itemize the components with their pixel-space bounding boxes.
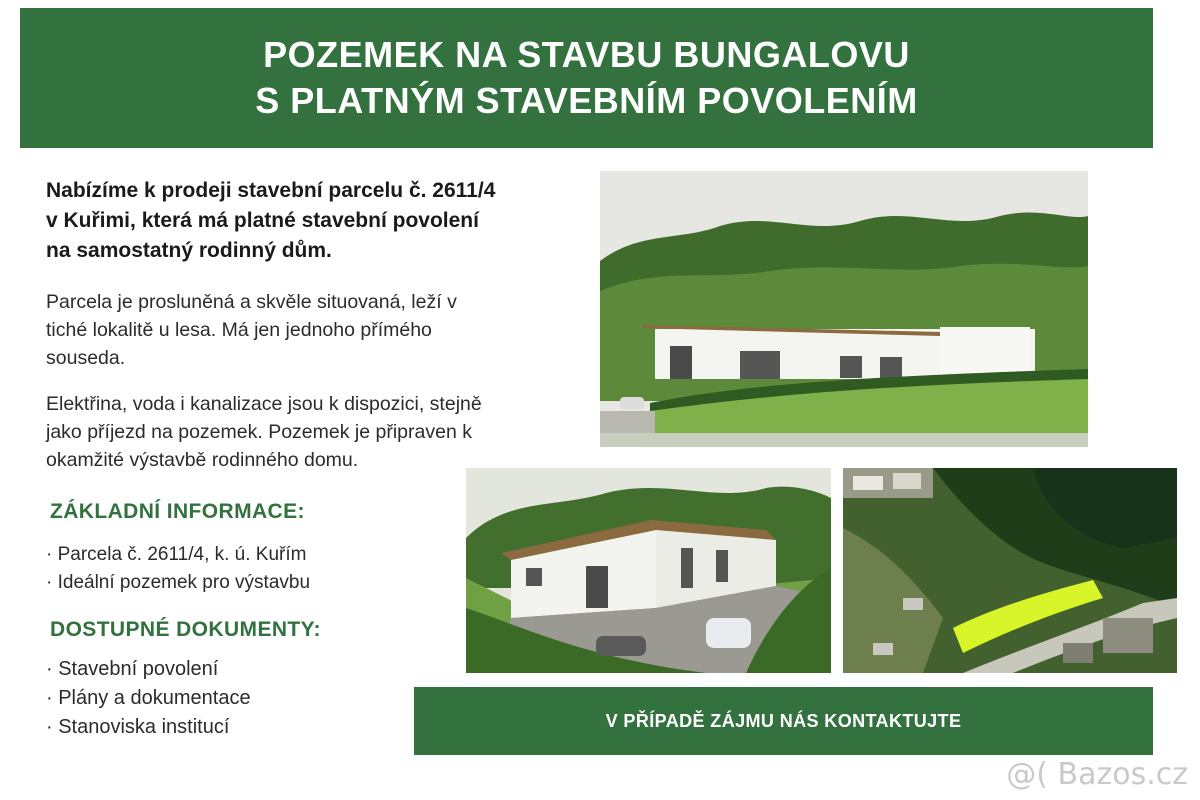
- paragraph-line: Parcela je prosluněná a skvěle situovaná, leží v: [46, 291, 457, 313]
- basic-info-list: [46, 541, 310, 597]
- header-title-line2: S PLATNÝM STAVEBNÍM POVOLENÍM: [255, 80, 918, 121]
- paragraph-line: okamžité výstavbě rodinného domu.: [46, 449, 359, 471]
- header-banner: [20, 8, 1153, 148]
- intro-line: na samostatný rodinný dům.: [46, 239, 332, 262]
- documents-list: [46, 655, 251, 742]
- header-title-line1: POZEMEK NA STAVBU BUNGALOVU: [263, 34, 910, 75]
- paragraph-line: Elektřina, voda i kanalizace jsou k dispozici, stejně: [46, 393, 482, 415]
- contact-us-banner[interactable]: V PŘÍPADĚ ZÁJMU NÁS KONTAKTUJTE: [414, 687, 1153, 755]
- paragraph-line: tiché lokalitě u lesa. Má jen jednoho přímého: [46, 319, 432, 341]
- paragraph-line: souseda.: [46, 347, 126, 369]
- documents-heading: DOSTUPNÉ DOKUMENTY:: [50, 618, 321, 641]
- intro-line: v Kuřimi, která má platné stavební povolení: [46, 209, 479, 232]
- bungalow-render-wide: [600, 171, 1088, 447]
- bungalow-render-closeup: [466, 468, 831, 673]
- list-item: · Ideální pozemek pro výstavbu: [46, 569, 310, 597]
- list-item: · Stavební povolení: [46, 655, 251, 684]
- intro-text: [46, 176, 586, 266]
- description-paragraph-location: [46, 288, 586, 372]
- list-item: · Stanoviska institucí: [46, 713, 251, 742]
- paragraph-line: jako příjezd na pozemek. Pozemek je připraven k: [46, 421, 472, 443]
- list-item: · Parcela č. 2611/4, k. ú. Kuřím: [46, 541, 310, 569]
- intro-line: Nabízíme k prodeji stavební parcelu č. 2611/4: [46, 179, 496, 202]
- description-paragraph-utilities: [46, 390, 586, 474]
- watermark-logo: @( Bazos.cz: [1006, 757, 1188, 792]
- aerial-plot-photo: [843, 468, 1177, 673]
- list-item: · Plány a dokumentace: [46, 684, 251, 713]
- basic-info-heading: ZÁKLADNÍ INFORMACE:: [50, 500, 305, 523]
